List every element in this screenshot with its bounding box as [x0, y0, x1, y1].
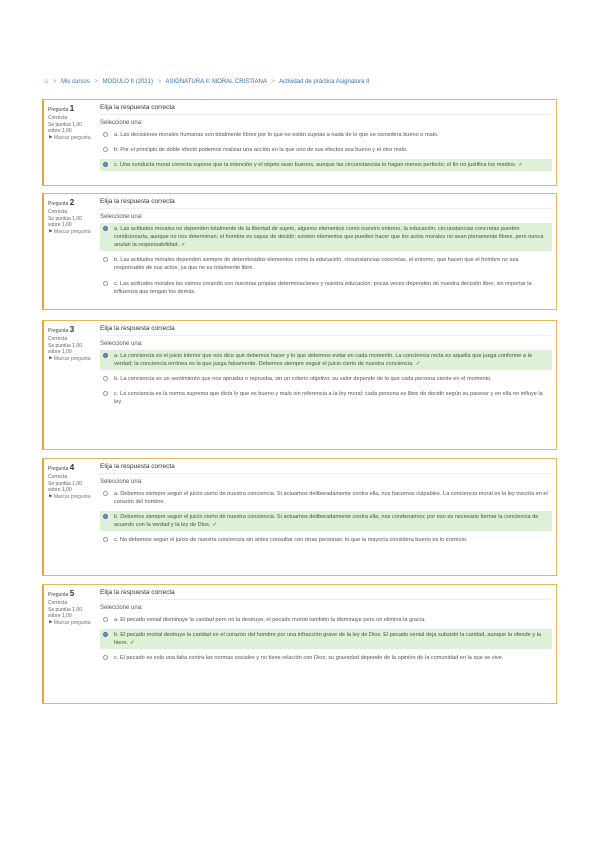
radio-button[interactable]	[103, 353, 108, 358]
flag-icon: ⚑	[48, 356, 53, 363]
select-one-label: Seleccione una:	[100, 479, 143, 485]
select-one-label: Seleccione una:	[100, 214, 143, 220]
radio-button[interactable]	[103, 226, 108, 231]
question-score: Se puntúa 1,00 sobre 1,00	[48, 606, 82, 620]
answer-option[interactable]: b. La conciencia es un sentimiento que nos aprueba o reprueba, sin un criterio objetivo; su valor depende de lo que cada persona siente en el momento.	[100, 373, 552, 385]
question-body	[100, 325, 552, 412]
question-text: Elija la respuesta correcta	[100, 198, 552, 209]
question-body	[100, 589, 552, 667]
radio-button[interactable]	[103, 632, 108, 637]
flag-icon: ⚑	[48, 620, 53, 627]
radio-button[interactable]	[103, 257, 108, 262]
question-card	[42, 458, 557, 576]
checkmark-icon: ✓	[518, 162, 524, 169]
radio-button[interactable]	[103, 537, 108, 542]
question-body	[100, 198, 552, 301]
answer-option[interactable]: a. El pecado venial disminuye la caridad pero no la destruye; el pecado mortal también la disminuye pero no elimina la gracia.	[100, 614, 552, 626]
radio-button[interactable]	[103, 655, 108, 660]
radio-button[interactable]	[103, 162, 108, 167]
checkmark-icon: ✓	[181, 242, 186, 249]
breadcrumb	[44, 78, 564, 85]
question-info	[48, 589, 94, 627]
question-score: Se puntúa 1,00 sobre 1,00	[48, 342, 82, 356]
breadcrumb-item[interactable]: Actividad de práctica Asignatura II	[279, 79, 370, 85]
radio-button[interactable]	[103, 514, 108, 519]
answer-option[interactable]: c. No debemos seguir el juicio de nuestra conciencia sin antes consultar con otras personas; lo que la mayoría considera bueno es lo correcto.	[100, 534, 552, 546]
select-one-label: Seleccione una:	[100, 605, 143, 611]
radio-button[interactable]	[103, 132, 108, 137]
radio-button[interactable]	[103, 617, 108, 622]
flag-question-link[interactable]: ⚑ Marcar pregunta	[48, 356, 91, 363]
question-score: Se puntúa 1,00 sobre 1,00	[48, 215, 82, 229]
question-score: Se puntúa 1,00 sobre 1,00	[48, 121, 82, 135]
question-status: Correcta	[48, 335, 68, 342]
breadcrumb-separator: >	[157, 79, 162, 85]
checkmark-icon: ✓	[130, 640, 135, 647]
answer-option[interactable]: b. Por el principio de doble efecto podemos realizar una acción en la que uno de sus efectos sea bueno y el otro malo.	[100, 144, 552, 156]
question-body	[100, 463, 552, 550]
answer-option[interactable]: b. Las actitudes morales dependen siempre de determinados elementos como la educación, circunstancias concretas, el entorno, que hacen que el hombre no sea responsable de sus actos, ya que no es totalmente libre.	[100, 254, 552, 274]
breadcrumb-item[interactable]: ASIGNATURA II: MORAL CRISTIANA	[165, 79, 267, 85]
question-status: Correcta	[48, 114, 68, 121]
breadcrumb-separator: >	[94, 79, 98, 85]
answer-option[interactable]: c. La conciencia es la norma suprema que dicta lo que es bueno y malo sin referencia a la ley moral; cada persona es libre de decidir según su parecer y en ella no influye la ley.	[100, 388, 552, 408]
question-text: Elija la respuesta correcta	[100, 463, 552, 474]
answer-option-correct[interactable]: a. La conciencia es el juicio interior que nos dice qué debemos hacer y lo que debemos evitar en cada momento. La conciencia recta es aquella que juzga conforme a la verdad; la conciencia errónea es la que juzga falsamente. Debemos siempre seguir el juicio cierto de nuestra conciencia. ✓	[100, 350, 552, 370]
flag-icon: ⚑	[48, 229, 53, 236]
breadcrumb-item[interactable]: MODULO II (2021)	[102, 79, 153, 85]
radio-button[interactable]	[103, 147, 108, 152]
radio-button[interactable]	[103, 281, 108, 286]
flag-question-link[interactable]: ⚑ Marcar pregunta	[48, 494, 91, 501]
question-text: Elija la respuesta correcta	[100, 104, 552, 115]
flag-question-link[interactable]: ⚑ Marcar pregunta	[48, 620, 91, 627]
question-info	[48, 198, 94, 236]
flag-icon: ⚑	[48, 494, 53, 501]
question-number: Pregunta 2	[48, 198, 75, 207]
question-text: Elija la respuesta correcta	[100, 325, 552, 336]
question-info	[48, 325, 94, 363]
radio-button[interactable]	[103, 491, 108, 496]
question-number: Pregunta 5	[48, 589, 75, 598]
select-one-label: Seleccione una:	[100, 120, 143, 126]
answer-option[interactable]: c. El pecado es solo una falta contra las normas sociales y no tiene relación con Dios; su gravedad depende de la opinión de la comunidad en la que se vive.	[100, 652, 552, 664]
home-icon[interactable]: ⌂	[44, 78, 49, 85]
question-status: Correcta	[48, 473, 68, 480]
question-text: Elija la respuesta correcta	[100, 589, 552, 600]
question-status: Correcta	[48, 208, 68, 215]
question-number: Pregunta 3	[48, 325, 75, 334]
question-card	[42, 320, 557, 450]
question-card	[42, 99, 557, 186]
breadcrumb-separator: >	[271, 79, 275, 85]
checkmark-icon: ✓	[212, 522, 218, 529]
question-score: Se puntúa 1,00 sobre 1,00	[48, 480, 82, 494]
question-number: Pregunta 1	[48, 104, 75, 113]
question-card	[42, 193, 557, 310]
select-one-label: Seleccione una:	[100, 341, 143, 347]
radio-button[interactable]	[103, 391, 108, 396]
answer-option[interactable]: a. Las decisiones morales humanas son totalmente libres por lo que no están sujetas a nada de lo que se considera bueno o malo.	[100, 129, 552, 141]
breadcrumb-separator: >	[52, 79, 57, 85]
question-card	[42, 584, 557, 704]
question-number: Pregunta 4	[48, 463, 75, 472]
checkmark-icon: ✓	[415, 361, 421, 368]
question-info	[48, 463, 94, 501]
flag-icon: ⚑	[48, 135, 53, 142]
question-status: Correcta	[48, 599, 68, 606]
question-body	[100, 104, 552, 174]
breadcrumb-item[interactable]: Mis cursos	[61, 79, 90, 85]
radio-button[interactable]	[103, 376, 108, 381]
flag-question-link[interactable]: ⚑ Marcar pregunta	[48, 229, 91, 236]
flag-question-link[interactable]: ⚑ Marcar pregunta	[48, 135, 91, 142]
answer-option-correct[interactable]: b. El pecado mortal destruye la caridad en el corazón del hombre por una infracción grave de la ley de Dios. El pecado venial deja subsistir la caridad, aunque la ofende y la hiere. ✓	[100, 629, 552, 649]
question-info	[48, 104, 94, 142]
answer-option-correct[interactable]: c. Una conducta moral correcta supone que la intención y el objeto sean buenos, aunque las circunstancias lo hagan menos perfecto; el fin no justifica los medios. ✓	[100, 159, 552, 171]
answer-option[interactable]: a. Debemos siempre seguir el juicio cierto de nuestra conciencia. Si actuamos deliberadamente contra ella, nos hacemos culpables. La conciencia moral es la ley inscrita en el corazón del hombre.	[100, 488, 552, 508]
answer-option[interactable]: c. Las actitudes morales las vamos creando con nuestras propias determinaciones y nuestra educación; pocas veces dependen de nuestra decisión libre, sin importar la influencia que tengan los demás.	[100, 278, 552, 298]
answer-option-correct[interactable]: a. Las actitudes morales no dependen totalmente de la libertad de sujeto, algunos elementos como nuestro entorno, la educación, circunstancias concretas pueden condicionarla, aunque no nos determinan; el hombre es capaz de decidir; existen elementos que pueden hacer que los actos morales no sean plenamente libres, pero nunca anulan la responsabilidad. ✓	[100, 223, 552, 251]
answer-option-correct[interactable]: b. Debemos siempre seguir el juicio cierto de nuestra conciencia. Si actuamos deliberadamente contra ella, nos condenamos; por eso es necesario formar la conciencia de acuerdo con la verdad y la ley de Dios. ✓	[100, 511, 552, 531]
